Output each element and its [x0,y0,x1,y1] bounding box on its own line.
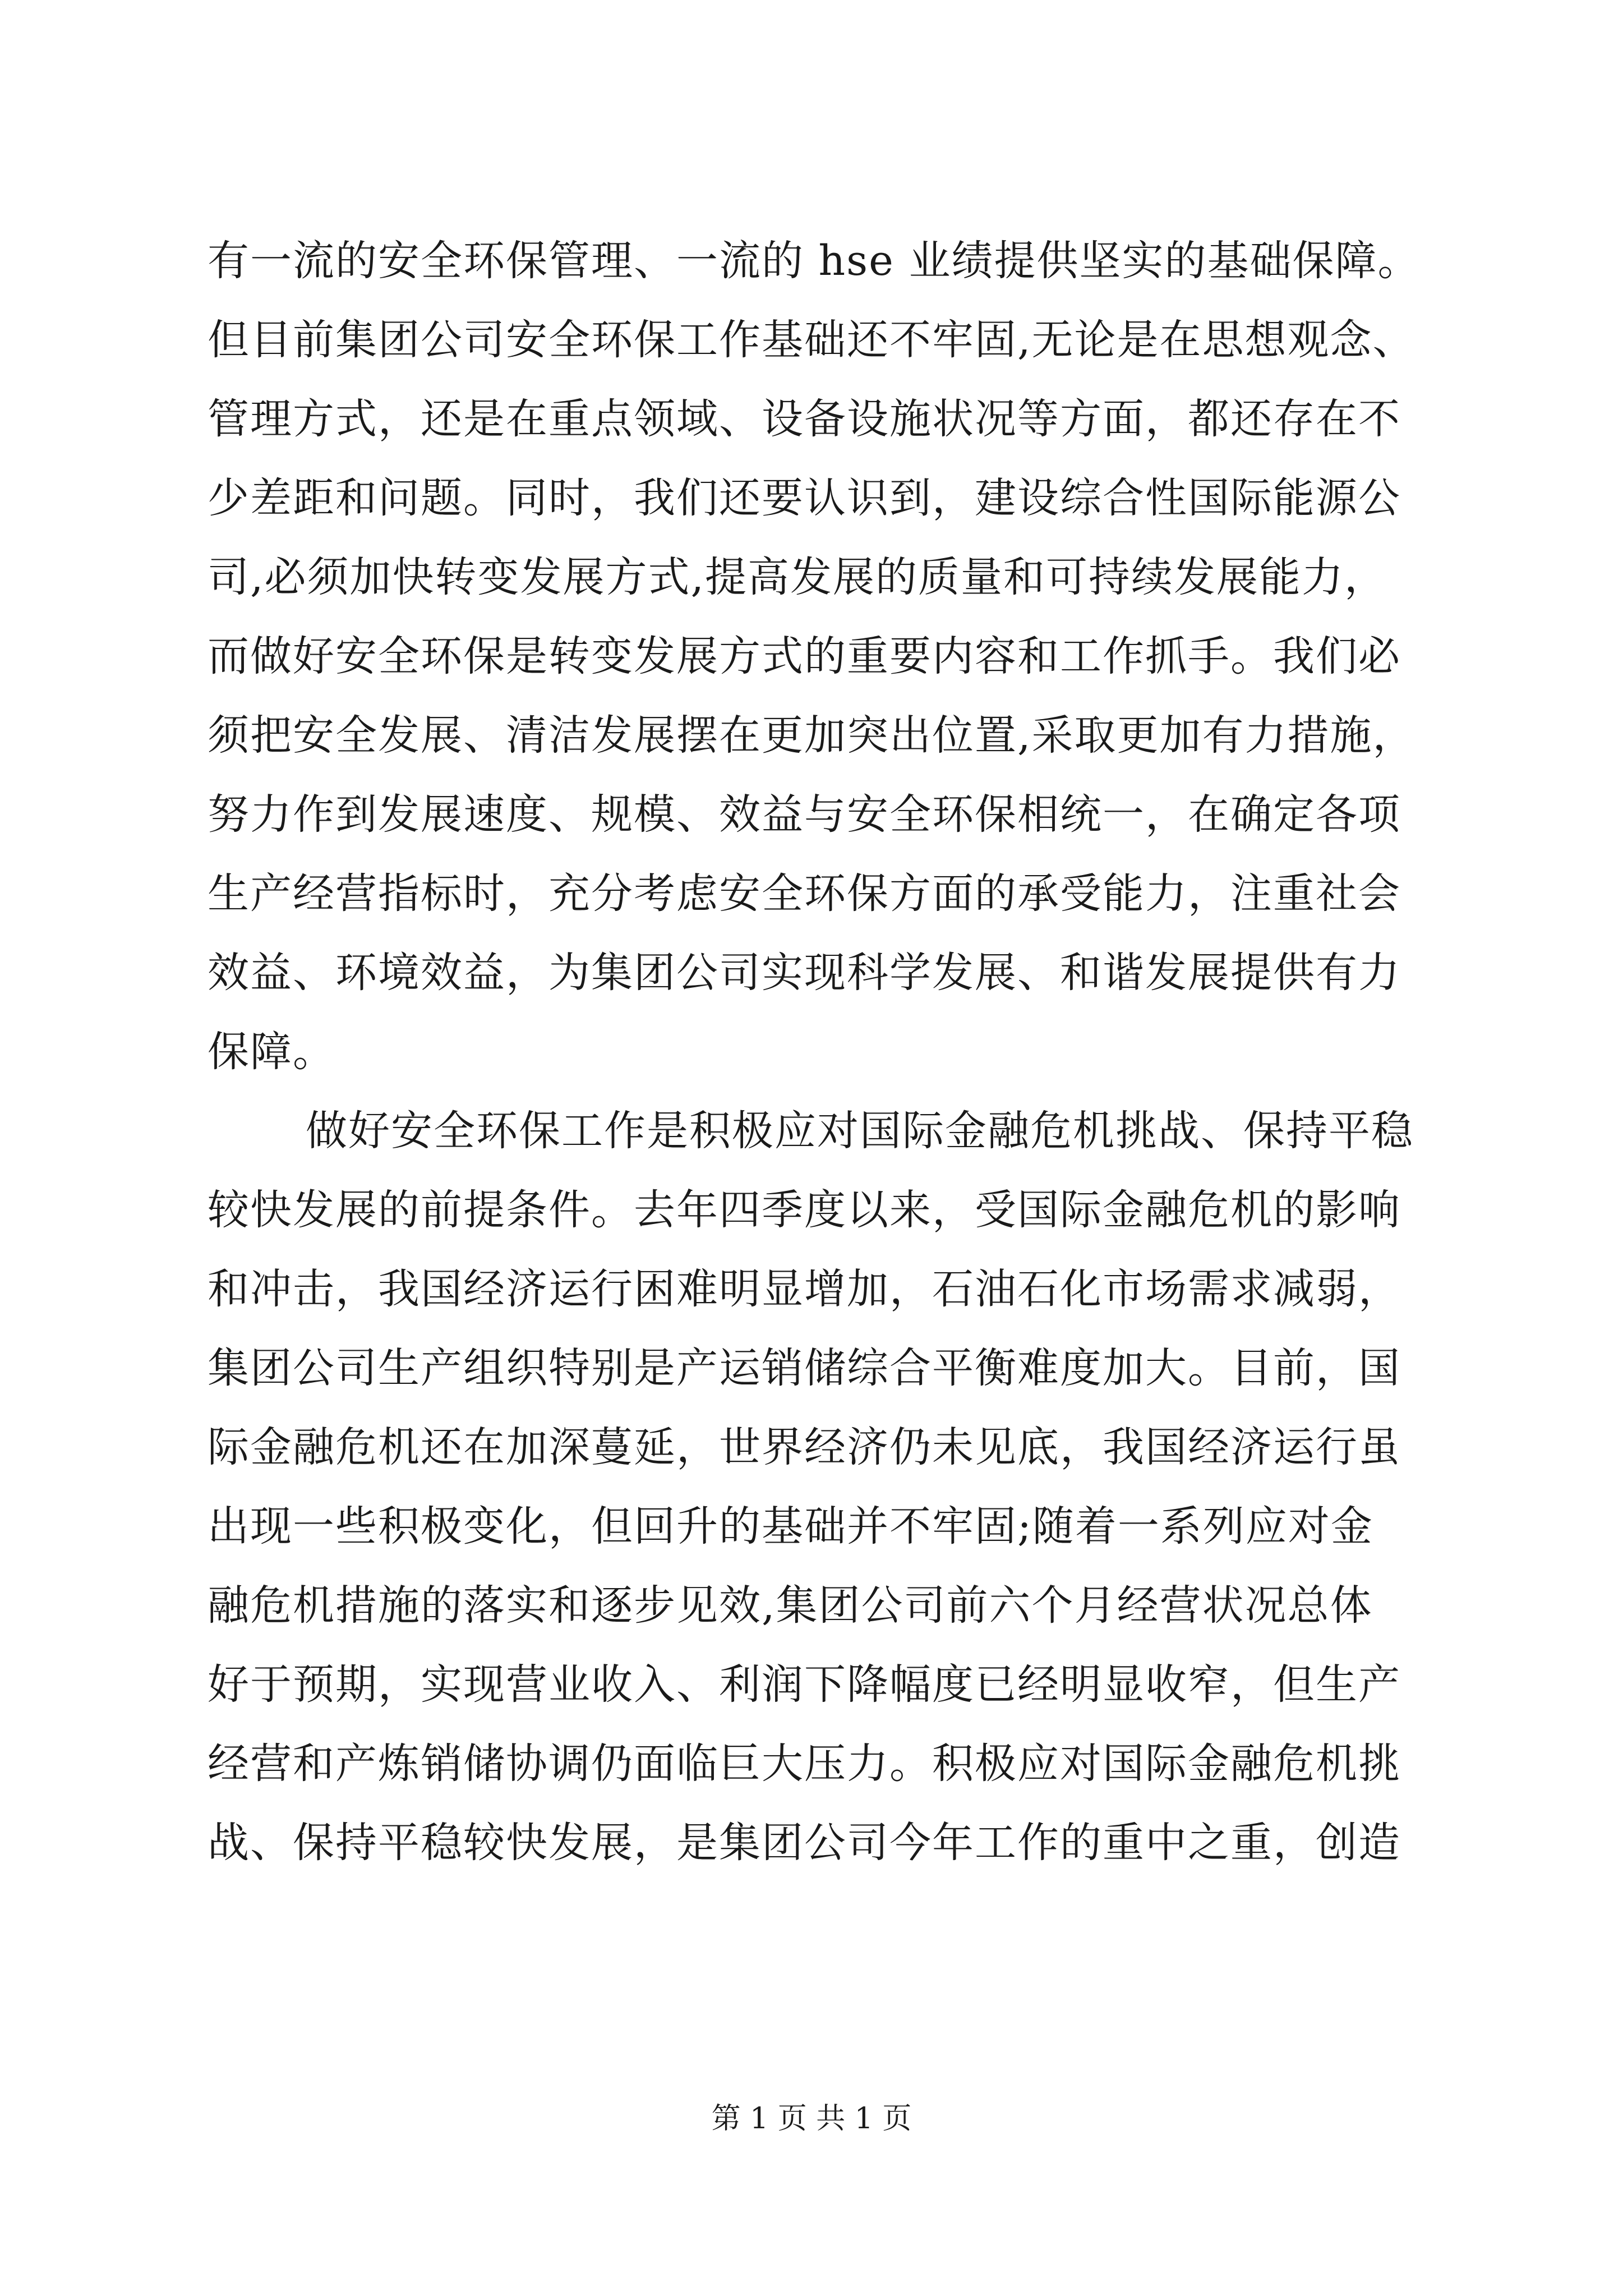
text-line: 融危机措施的落实和逐步见效,集团公司前六个月经营状况总体 [208,1581,1373,1630]
paragraph-2 [208,1092,1427,1883]
text-line: 集团公司生产组织特别是产运销储综合平衡难度加大。目前，国 [208,1344,1401,1392]
text-line: 司,必须加快转变发展方式,提高发展的质量和可持续发展能力， [208,553,1387,601]
paragraph-1 [208,222,1427,1092]
text-line: 努力作到发展速度、规模、效益与安全环保相统一，在确定各项 [208,790,1401,839]
text-line: 经营和产炼销储协调仍面临巨大压力。积极应对国际金融危机挑 [208,1740,1401,1788]
text-line: 出现一些积极变化，但回升的基础并不牢固;随着一系列应对金 [208,1502,1373,1550]
page-footer [0,2099,1623,2138]
text-line: 效益、环境效益，为集团公司实现科学发展、和谐发展提供有力 [208,949,1401,997]
text-line: 而做好安全环保是转变发展方式的重要内容和工作抓手。我们必 [208,632,1401,680]
text-line: 做好安全环保工作是积极应对国际金融危机挑战、保持平稳 [306,1107,1414,1155]
text-line: 少差距和问题。同时，我们还要认识到，建设综合性国际能源公 [208,474,1401,522]
text-line: 生产经营指标时，充分考虑安全环保方面的承受能力，注重社会 [208,869,1401,918]
text-line: 战、保持平稳较快发展，是集团公司今年工作的重中之重，创造 [208,1819,1401,1867]
text-line: 较快发展的前提条件。去年四季度以来，受国际金融危机的影响 [208,1186,1401,1234]
text-line: 但目前集团公司安全环保工作基础还不牢固,无论是在思想观念、 [208,316,1415,364]
text-line: 和冲击，我国经济运行困难明显增加，石油石化市场需求减弱， [208,1265,1401,1313]
text-line: 际金融危机还在加深蔓延，世界经济仍未见底，我国经济运行虽 [208,1423,1401,1471]
page-number-label: 第 1 页 共 1 页 [711,2102,912,2136]
text-line: 保障。 [208,1028,335,1076]
text-line: 管理方式，还是在重点领域、设备设施状况等方面，都还存在不 [208,395,1401,443]
document-body [208,222,1427,1883]
text-line: 好于预期，实现营业收入、利润下降幅度已经明显收窄，但生产 [208,1660,1401,1709]
text-line: 须把安全发展、清洁发展摆在更加突出位置,采取更加有力措施， [208,711,1415,760]
text-line: 有一流的安全环保管理、一流的 hse 业绩提供坚实的基础保障。 [208,237,1421,285]
